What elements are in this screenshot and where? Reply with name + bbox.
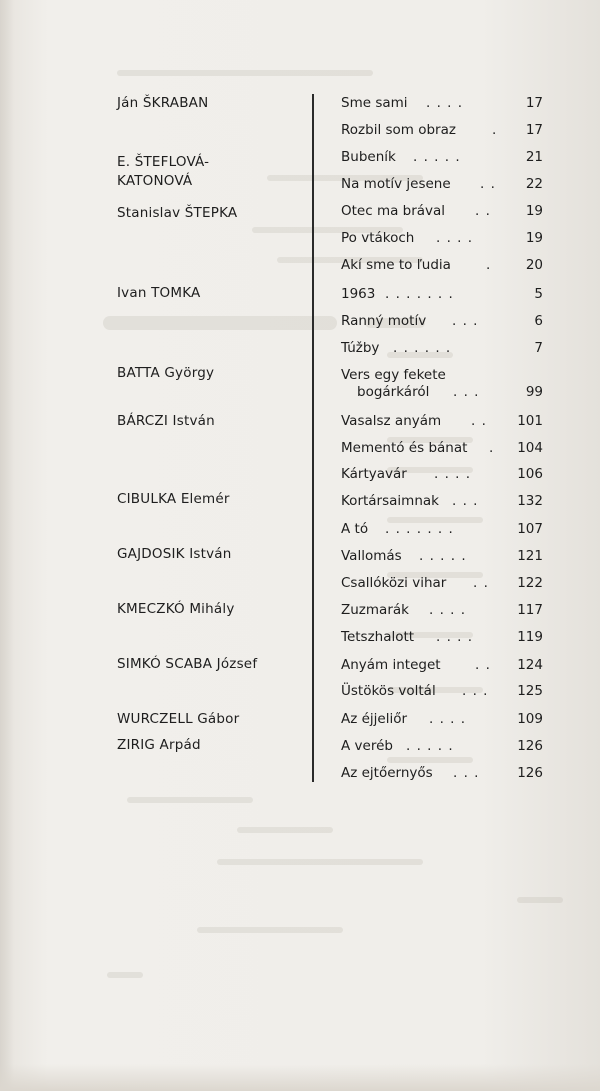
- leader-dots: . .: [475, 203, 491, 219]
- page-number: 106: [517, 466, 543, 482]
- page-number: 17: [525, 122, 543, 138]
- leader-dots: . .: [471, 413, 487, 429]
- leader-dots: . . . . .: [413, 149, 461, 165]
- page-number: 104: [517, 440, 543, 456]
- leader-dots: . . . . . . .: [385, 521, 454, 537]
- author-name: Stanislav ŠTEPKA: [117, 205, 238, 221]
- page-number: 99: [525, 384, 543, 400]
- page-number: 19: [525, 230, 543, 246]
- leader-dots: .: [492, 122, 498, 138]
- poem-title: Sme sami: [341, 95, 408, 111]
- page-number: 107: [517, 521, 543, 537]
- author-name: BÁRCZI István: [117, 413, 215, 429]
- author-name: CIBULKA Elemér: [117, 491, 230, 507]
- author-name: Ivan TOMKA: [117, 285, 201, 301]
- page-number: 109: [517, 711, 543, 727]
- poem-title: Túžby: [341, 340, 380, 356]
- page-number: 21: [525, 149, 543, 165]
- page-number: 20: [525, 257, 543, 273]
- poem-title: Az ejtőernyős: [341, 765, 433, 781]
- leader-dots: . . . .: [426, 95, 464, 111]
- leader-dots: . . . .: [429, 602, 467, 618]
- author-name: BATTA György: [117, 365, 215, 381]
- author-name: ZIRIG Arpád: [117, 737, 201, 753]
- leader-dots: . . . .: [434, 466, 472, 482]
- poem-title: Anyám integet: [341, 657, 441, 673]
- page-number: 126: [517, 738, 543, 754]
- page-number: 22: [525, 176, 543, 192]
- page-number: 6: [534, 313, 543, 329]
- poem-title: Vallomás: [341, 548, 402, 564]
- page-number: 117: [517, 602, 543, 618]
- leader-dots: . . .: [452, 313, 479, 329]
- leader-dots: . . . . . . .: [385, 286, 454, 302]
- author-name: WURCZELL Gábor: [117, 711, 240, 727]
- poem-title: Az éjjeliőr: [341, 711, 408, 727]
- poem-title: Üstökös voltál: [341, 683, 436, 699]
- author-name: KMECZKÓ Mihály: [117, 601, 235, 617]
- poem-title: A veréb: [341, 738, 393, 754]
- leader-dots: . . . . . .: [393, 340, 452, 356]
- page-number: 126: [517, 765, 543, 781]
- leader-dots: . . .: [452, 493, 479, 509]
- page-number: 121: [517, 548, 543, 564]
- poem-title: 1963: [341, 286, 376, 302]
- poem-title: Ranný motív: [341, 313, 427, 329]
- leader-dots: .: [486, 257, 492, 273]
- page-number: 119: [517, 629, 543, 645]
- page-number: 124: [517, 657, 543, 673]
- poem-title: Kártyavár: [341, 466, 407, 482]
- leader-dots: . . .: [453, 765, 480, 781]
- poem-title: A tó: [341, 521, 369, 537]
- author-name: SIMKÓ SCABA József: [117, 656, 258, 672]
- poem-title: Otec ma brával: [341, 203, 446, 219]
- poem-title-continued: bogárkáról: [357, 384, 430, 400]
- poem-title: Vasalsz anyám: [341, 413, 442, 429]
- poem-title: Tetszhalott: [341, 629, 415, 645]
- leader-dots: . . . .: [429, 711, 467, 727]
- leader-dots: . . .: [453, 384, 480, 400]
- poem-title: Rozbil som obraz: [341, 122, 456, 138]
- page-number: 7: [534, 340, 543, 356]
- page-number: 19: [525, 203, 543, 219]
- page-number: 122: [517, 575, 543, 591]
- leader-dots: . . . . .: [406, 738, 454, 754]
- page-number: 5: [534, 286, 543, 302]
- author-name: GAJDOSIK István: [117, 546, 232, 562]
- leader-dots: . . .: [462, 683, 489, 699]
- poem-title: Zuzmarák: [341, 602, 409, 618]
- page-number: 125: [517, 683, 543, 699]
- leader-dots: . .: [473, 575, 489, 591]
- author-name: E. ŠTEFLOVÁ- KATONOVÁ: [117, 154, 210, 189]
- leader-dots: . . . . .: [419, 548, 467, 564]
- poem-title: Akí sme to ľudia: [341, 257, 451, 273]
- poem-title: Csallóközi vihar: [341, 575, 447, 591]
- author-name: Ján ŠKRABAN: [117, 95, 209, 111]
- poem-title: Mementó és bánat: [341, 440, 468, 456]
- poem-title: Po vtákoch: [341, 230, 415, 246]
- leader-dots: . . . .: [436, 629, 474, 645]
- leader-dots: .: [489, 440, 495, 456]
- page-number: 17: [525, 95, 543, 111]
- page-number: 132: [517, 493, 543, 509]
- leader-dots: . . . .: [436, 230, 474, 246]
- poem-title: Bubeník: [341, 149, 396, 165]
- page-number: 101: [517, 413, 543, 429]
- poem-title: Vers egy fekete: [341, 367, 446, 383]
- leader-dots: . .: [475, 657, 491, 673]
- leader-dots: . .: [480, 176, 496, 192]
- poem-title: Kortársaimnak: [341, 493, 439, 509]
- poem-title: Na motív jesene: [341, 176, 451, 192]
